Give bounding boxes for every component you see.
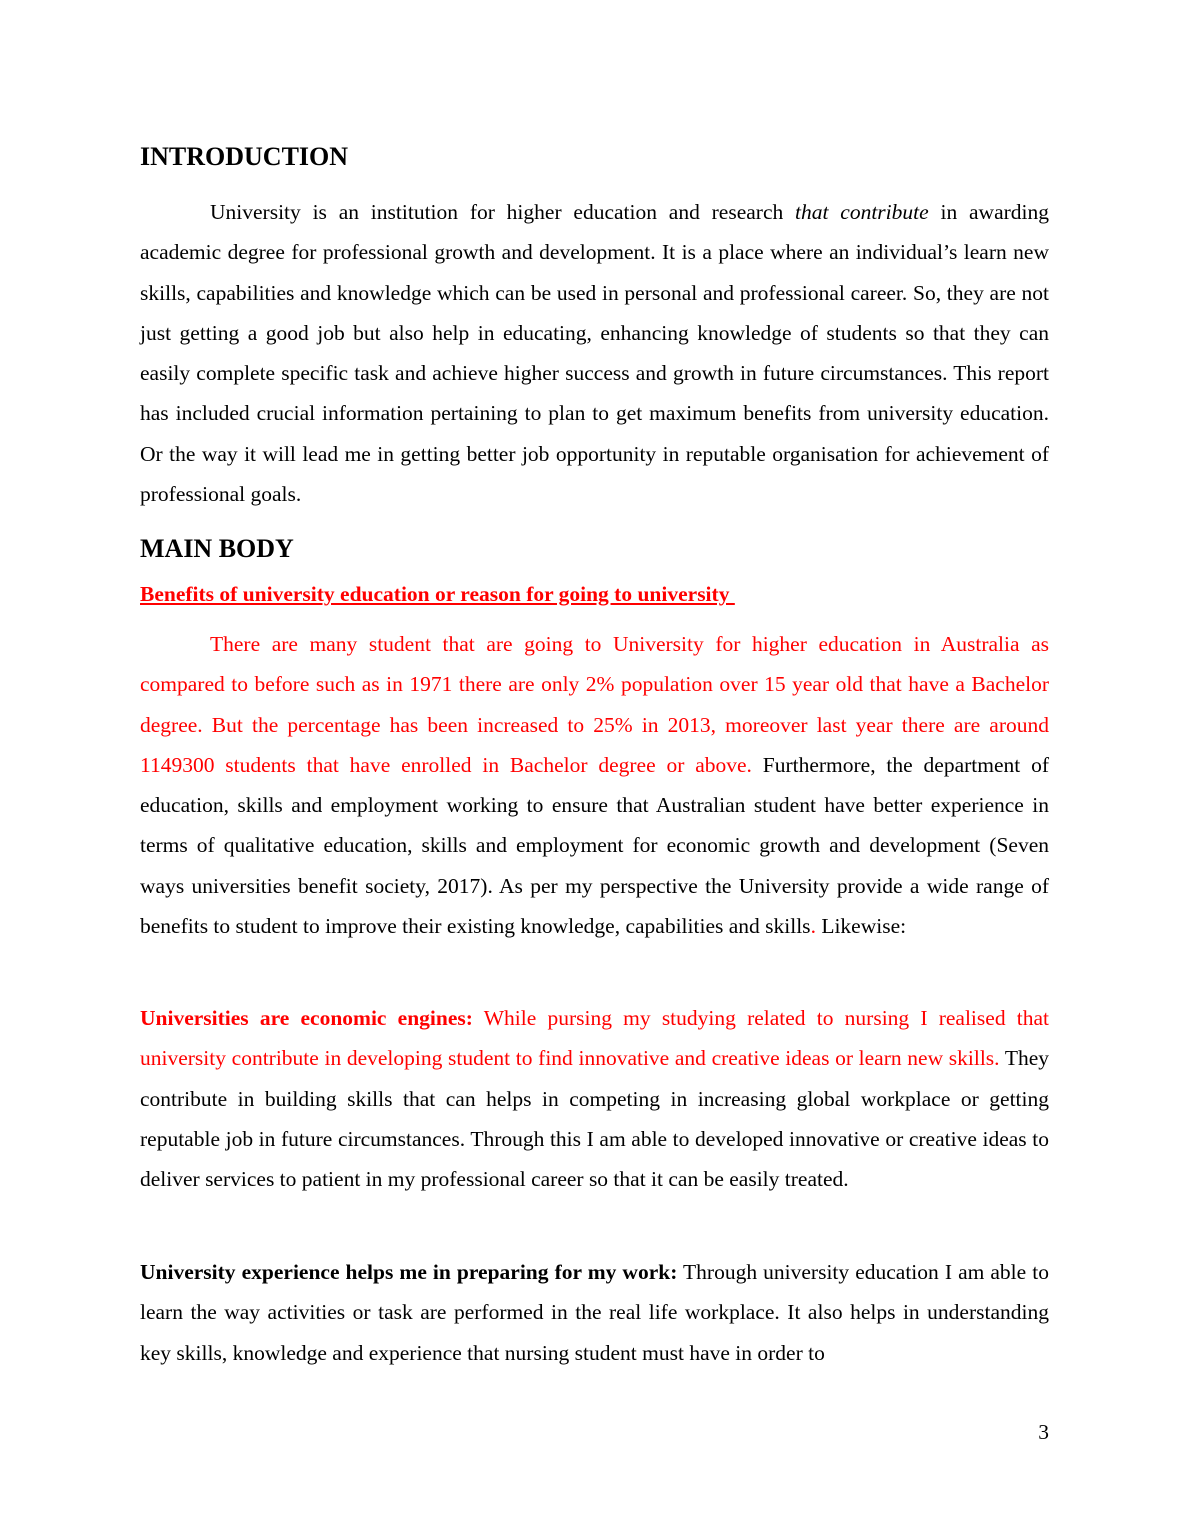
benefits-black-text: Furthermore, the department of education, skills and employment working to ensure that Australian student have better experience in terms of qualitative education, skills and employment for economic growth and development (Seven ways universities benefit society, 2017). As per my perspective the University provide a wide range of benefits to student to improve their existing knowledge, capabilities and skills — [140, 752, 1049, 939]
benefits-red-text: There are many student that are going to University for higher education in Australia as compared to before such as in 1971 there are only 2% population over 15 year old that have a Bachelor degree. But the percentage has been increased to 25% in 2013, moreover last year there are around 1149300 students that have enrolled in Bachelor degree or above. — [140, 632, 1049, 777]
introduction-heading: INTRODUCTION — [140, 142, 349, 171]
page-number: 3 — [1038, 1420, 1049, 1444]
economic-engines-black-text: They contribute in building skills that can helps in competing in increasing global workplace or getting reputable job in future circumstances. Through this I am able to developed innovative or creative ideas to deliver services to patient in my professional career so that it can be easily treated. — [140, 1046, 1049, 1192]
benefits-ending: Likewise: — [815, 914, 907, 939]
benefits-subheading: Benefits of university education or reason for going to university — [140, 582, 735, 606]
intro-text-end: in awarding academic degree for professional growth and development. It is a place where an individual’s learn new skills, capabilities and knowledge which can be used in personal and professional career. So, they are not just getting a good job but also help in educating, enhancing knowledge of students so that they can easily complete specific task and achieve higher success and growth in future circumstances. This report has included crucial information pertaining to plan to get maximum benefits from university education. Or the way it will lead me in getting better job opportunity in reputable organisation for achievement of professional goals. — [140, 200, 1049, 507]
intro-text-start: University is an institution for higher education and research — [210, 200, 796, 224]
economic-engines-paragraph — [140, 998, 1049, 1199]
work-preparation-paragraph — [140, 1252, 1049, 1373]
benefits-red-dot: . — [810, 914, 816, 939]
benefits-paragraph — [140, 624, 1049, 946]
economic-engines-label: Universities are economic engines: — [140, 1006, 473, 1030]
work-preparation-text: Through university education I am able to learn the way activities or task are performed in the real life workplace. It also helps in understanding key skills, knowledge and experience that nursing student must have in order to — [140, 1260, 1049, 1365]
intro-text-italic: that contribute — [795, 200, 929, 224]
work-preparation-label: University experience helps me in preparing for my work: — [140, 1260, 678, 1284]
main-body-heading: MAIN BODY — [140, 534, 294, 563]
introduction-paragraph — [140, 192, 1049, 514]
economic-engines-red-text: While pursing my studying related to nursing I realised that university contribute in developing student to find innovative and creative ideas or learn new skills. — [140, 1006, 1049, 1071]
